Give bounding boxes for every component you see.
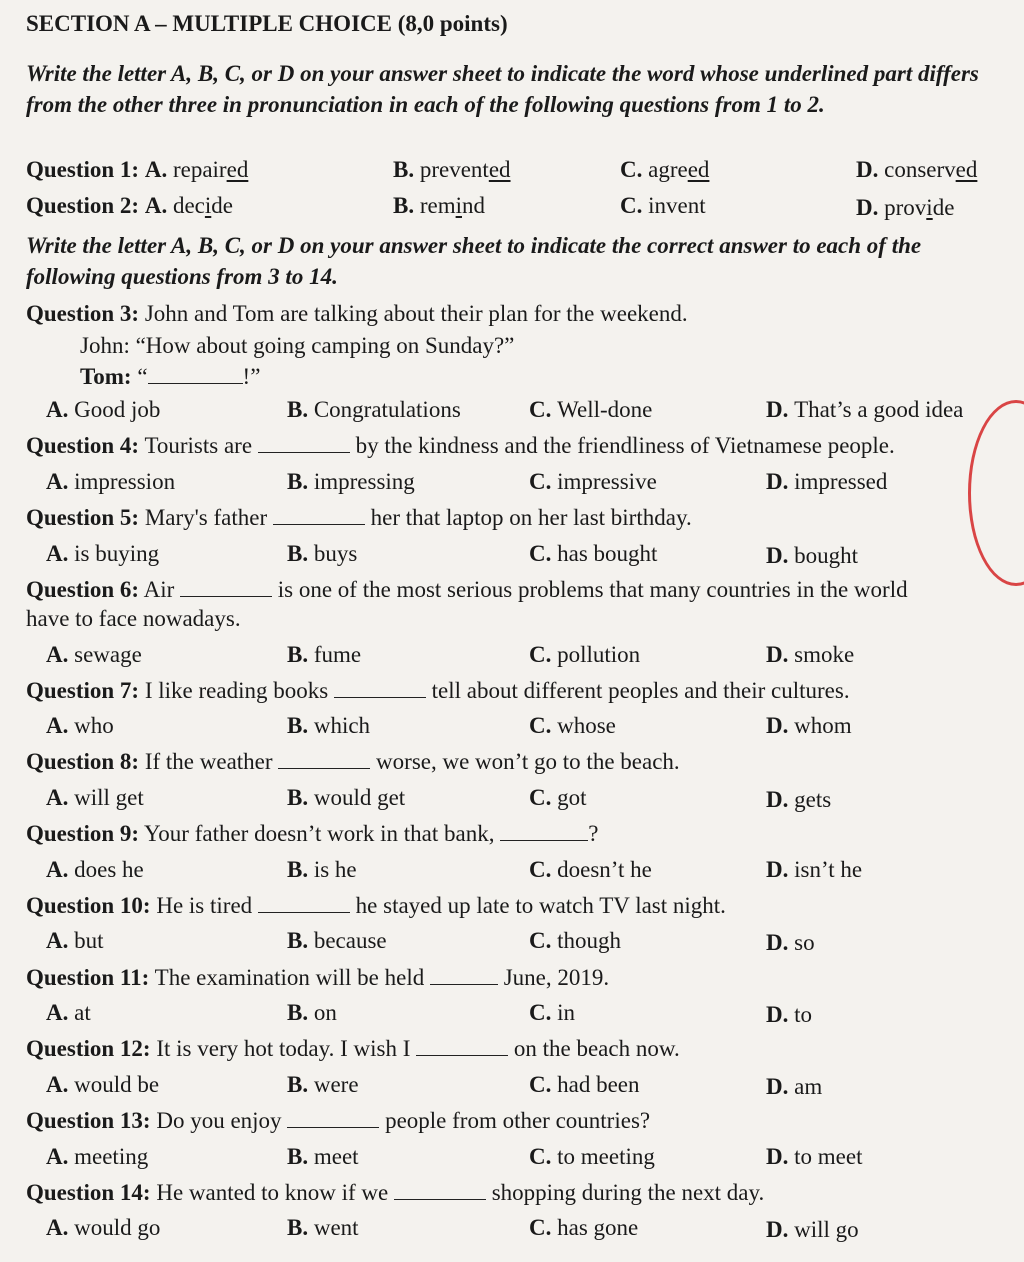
option-c bbox=[529, 856, 652, 884]
answer-blank bbox=[278, 750, 370, 769]
option-letter: D. bbox=[766, 1144, 795, 1169]
question-14 bbox=[26, 1179, 764, 1207]
question-5 bbox=[26, 504, 692, 532]
answer-blank bbox=[500, 822, 588, 841]
option-text: went bbox=[313, 1215, 359, 1240]
question-8 bbox=[26, 748, 680, 776]
stem-after: people from other countries? bbox=[385, 1108, 651, 1133]
stem-before: Your father doesn’t work in that bank, bbox=[144, 821, 495, 846]
option-text: meeting bbox=[74, 1144, 149, 1169]
question-label: Question 7: bbox=[26, 678, 140, 703]
option-letter: A. bbox=[46, 1144, 75, 1169]
option-letter: D. bbox=[766, 642, 795, 667]
option-text: buys bbox=[313, 541, 358, 566]
option-text: impression bbox=[74, 469, 176, 494]
option-text: will get bbox=[74, 785, 144, 810]
question-1 bbox=[26, 156, 248, 184]
option-text: impressed bbox=[794, 469, 888, 494]
option-text: to bbox=[794, 1002, 813, 1027]
section-title: SECTION A – MULTIPLE CHOICE (8,0 points) bbox=[26, 11, 508, 36]
option-letter: C. bbox=[529, 857, 558, 882]
stem-after: shopping during the next day. bbox=[491, 1180, 765, 1205]
option-text: had been bbox=[557, 1072, 640, 1097]
option-text: impressing bbox=[313, 469, 415, 494]
answer-blank bbox=[273, 506, 365, 525]
option-letter: D. bbox=[856, 195, 885, 220]
option-c bbox=[529, 1214, 638, 1242]
option-text: has gone bbox=[557, 1215, 639, 1240]
option-c bbox=[529, 641, 640, 669]
option-letter: C. bbox=[529, 785, 558, 810]
option-d bbox=[856, 156, 977, 184]
option-letter: B. bbox=[287, 713, 314, 738]
option-letter: D. bbox=[766, 857, 795, 882]
option-letter: B. bbox=[287, 785, 314, 810]
option-letter: D. bbox=[766, 469, 795, 494]
option-b bbox=[287, 999, 337, 1027]
question-label: Question 12: bbox=[26, 1036, 151, 1061]
option-text: That’s a good idea bbox=[794, 397, 964, 422]
option-letter: D. bbox=[766, 713, 795, 738]
option-text: is buying bbox=[74, 541, 160, 566]
option-letter: D. bbox=[766, 1002, 795, 1027]
red-stamp-icon bbox=[968, 400, 1024, 586]
option-text: isn’t he bbox=[794, 857, 863, 882]
option-letter: D. bbox=[766, 1217, 795, 1242]
answer-blank bbox=[258, 894, 350, 913]
option-c bbox=[529, 999, 575, 1027]
option-letter: C. bbox=[620, 157, 649, 182]
question-label: Question 3: bbox=[26, 301, 140, 326]
option-b bbox=[287, 784, 405, 812]
option-text: is he bbox=[313, 857, 357, 882]
option-a bbox=[46, 641, 142, 669]
question-label: Question 8: bbox=[26, 749, 140, 774]
answer-blank bbox=[394, 1181, 486, 1200]
option-b bbox=[287, 641, 361, 669]
option-b bbox=[287, 927, 387, 955]
option-text: fume bbox=[313, 642, 362, 667]
stem-after: ? bbox=[588, 821, 599, 846]
question-label: Question 13: bbox=[26, 1108, 151, 1133]
stem-after: June, 2019. bbox=[503, 965, 610, 990]
instruction-correct-answer: Write the letter A, B, C, or D on your answer sheet to indicate the correct answer to each of the following questions from 3 to 14. bbox=[26, 233, 922, 289]
option-letter: A. bbox=[46, 857, 75, 882]
dialogue-tom bbox=[80, 363, 260, 391]
open-quote: “ bbox=[137, 364, 148, 389]
option-d bbox=[766, 786, 831, 814]
option-d bbox=[766, 1143, 862, 1171]
option-a bbox=[46, 712, 114, 740]
question-4 bbox=[26, 432, 895, 460]
option-c bbox=[529, 1071, 640, 1099]
instruction-pronunciation: Write the letter A, B, C, or D on your answer sheet to indicate the word whose underlined part differs from the other three in pronunciation in each of the following questions from 1 to 2. bbox=[26, 61, 979, 117]
answer-blank bbox=[258, 434, 350, 453]
stem-after: tell about different peoples and their cultures. bbox=[431, 678, 850, 703]
option-a bbox=[46, 1143, 148, 1171]
option-text: conserved bbox=[884, 157, 978, 182]
option-letter: B. bbox=[287, 1000, 314, 1025]
option-b bbox=[287, 396, 461, 424]
option-letter: D. bbox=[766, 397, 795, 422]
question-label: Question 10: bbox=[26, 893, 151, 918]
option-letter: C. bbox=[529, 1000, 558, 1025]
option-text: has bought bbox=[557, 541, 658, 566]
option-text: provide bbox=[884, 195, 955, 220]
question-12 bbox=[26, 1035, 680, 1063]
option-text: though bbox=[557, 928, 622, 953]
close-quote: !” bbox=[242, 364, 261, 389]
option-letter: A. bbox=[46, 1215, 75, 1240]
option-letter: D. bbox=[766, 787, 795, 812]
option-b bbox=[287, 856, 357, 884]
option-d bbox=[766, 1073, 822, 1101]
option-letter: B. bbox=[287, 469, 314, 494]
question-label: Question 11: bbox=[26, 965, 150, 990]
option-letter: A. bbox=[144, 157, 173, 182]
option-a bbox=[46, 468, 175, 496]
stem-before: Air bbox=[143, 577, 175, 602]
option-text: whom bbox=[794, 713, 852, 738]
option-letter: C. bbox=[620, 193, 649, 218]
answer-blank bbox=[287, 1109, 379, 1128]
stem-after: her that laptop on her last birthday. bbox=[370, 505, 692, 530]
option-text: on bbox=[313, 1000, 337, 1025]
stem-before: He is tired bbox=[156, 893, 253, 918]
option-letter: A. bbox=[46, 1072, 75, 1097]
option-letter: A. bbox=[46, 469, 75, 494]
option-d bbox=[766, 856, 862, 884]
option-a bbox=[46, 1071, 159, 1099]
option-d bbox=[766, 396, 963, 424]
option-d bbox=[766, 929, 815, 957]
answer-blank bbox=[416, 1037, 508, 1056]
option-text: Well-done bbox=[557, 397, 653, 422]
option-a bbox=[46, 927, 104, 955]
option-letter: B. bbox=[287, 1215, 314, 1240]
option-text: repaired bbox=[172, 157, 249, 182]
option-b bbox=[287, 1071, 359, 1099]
answer-blank bbox=[180, 578, 272, 597]
option-text: invent bbox=[648, 193, 706, 218]
option-letter: C. bbox=[529, 713, 558, 738]
option-text: impressive bbox=[557, 469, 657, 494]
option-text: does he bbox=[74, 857, 144, 882]
dialogue-john: John: “How about going camping on Sunday?” bbox=[80, 333, 515, 358]
stem-before: Do you enjoy bbox=[156, 1108, 282, 1133]
option-d bbox=[766, 1216, 859, 1244]
option-letter: C. bbox=[529, 928, 558, 953]
option-text: meet bbox=[313, 1144, 359, 1169]
option-a bbox=[145, 157, 248, 182]
option-letter: D. bbox=[856, 157, 885, 182]
option-c bbox=[529, 712, 616, 740]
option-text: remind bbox=[419, 193, 485, 218]
option-letter: C. bbox=[529, 1215, 558, 1240]
option-letter: A. bbox=[46, 785, 75, 810]
stem-after: worse, we won’t go to the beach. bbox=[376, 749, 680, 774]
option-text: in bbox=[557, 1000, 576, 1025]
question-label: Question 14: bbox=[26, 1180, 151, 1205]
option-letter: A. bbox=[144, 193, 173, 218]
option-d bbox=[766, 712, 852, 740]
option-c bbox=[529, 784, 587, 812]
option-letter: C. bbox=[529, 1072, 558, 1097]
stem-before: He wanted to know if we bbox=[156, 1180, 389, 1205]
option-b bbox=[287, 540, 357, 568]
option-c bbox=[620, 156, 709, 184]
question-6 bbox=[26, 576, 908, 604]
option-letter: B. bbox=[287, 1144, 314, 1169]
option-letter: C. bbox=[529, 642, 558, 667]
option-text: bought bbox=[794, 543, 859, 568]
option-letter: A. bbox=[46, 397, 75, 422]
option-letter: B. bbox=[287, 642, 314, 667]
option-letter: A. bbox=[46, 928, 75, 953]
answer-blank bbox=[430, 966, 498, 985]
option-text: got bbox=[557, 785, 587, 810]
option-d bbox=[766, 542, 858, 570]
question-3 bbox=[26, 300, 688, 328]
option-b bbox=[393, 156, 511, 184]
option-letter: B. bbox=[287, 541, 314, 566]
option-text: will go bbox=[794, 1217, 859, 1242]
option-text: Good job bbox=[74, 397, 161, 422]
option-a bbox=[46, 540, 159, 568]
question-stem: John and Tom are talking about their plan for the weekend. bbox=[144, 301, 688, 326]
option-letter: C. bbox=[529, 541, 558, 566]
option-letter: D. bbox=[766, 1074, 795, 1099]
question-9 bbox=[26, 820, 598, 848]
stem-before: It is very hot today. I wish I bbox=[156, 1036, 411, 1061]
stem-after: he stayed up late to watch TV last night. bbox=[355, 893, 726, 918]
option-text: but bbox=[74, 928, 104, 953]
option-a bbox=[145, 193, 233, 218]
option-text: decide bbox=[172, 193, 233, 218]
option-a bbox=[46, 999, 91, 1027]
option-text: would be bbox=[74, 1072, 160, 1097]
stem-before: Mary's father bbox=[144, 505, 268, 530]
option-text: to meeting bbox=[557, 1144, 655, 1169]
stem-after: by the kindness and the friendliness of Vietnamese people. bbox=[355, 433, 895, 458]
answer-blank bbox=[148, 365, 243, 384]
option-a bbox=[46, 856, 144, 884]
option-a bbox=[46, 396, 160, 424]
option-text: gets bbox=[794, 787, 832, 812]
question-6-continued: have to face nowadays. bbox=[26, 606, 241, 631]
option-text: at bbox=[74, 1000, 91, 1025]
option-text: sewage bbox=[74, 642, 142, 667]
option-text: because bbox=[313, 928, 387, 953]
option-letter: A. bbox=[46, 1000, 75, 1025]
question-7 bbox=[26, 677, 850, 705]
option-text: am bbox=[794, 1074, 823, 1099]
question-label: Question 5: bbox=[26, 505, 140, 530]
option-letter: B. bbox=[287, 397, 314, 422]
option-text: smoke bbox=[794, 642, 855, 667]
option-letter: B. bbox=[393, 193, 420, 218]
option-c bbox=[529, 927, 621, 955]
option-text: whose bbox=[557, 713, 616, 738]
option-a bbox=[46, 784, 144, 812]
option-c bbox=[529, 1143, 655, 1171]
option-b bbox=[393, 192, 485, 220]
option-b bbox=[287, 712, 370, 740]
question-label: Question 4: bbox=[26, 433, 140, 458]
option-letter: C. bbox=[529, 1144, 558, 1169]
option-letter: A. bbox=[46, 713, 75, 738]
option-d bbox=[766, 1001, 812, 1029]
speaker-label: Tom: bbox=[80, 364, 132, 389]
question-2 bbox=[26, 192, 233, 220]
option-letter: B. bbox=[287, 857, 314, 882]
option-text: Congratulations bbox=[313, 397, 461, 422]
option-d bbox=[856, 194, 954, 222]
option-text: so bbox=[794, 930, 815, 955]
question-10 bbox=[26, 892, 726, 920]
option-text: pollution bbox=[557, 642, 641, 667]
option-c bbox=[620, 192, 706, 220]
question-11 bbox=[26, 964, 609, 992]
option-text: to meet bbox=[794, 1144, 863, 1169]
option-a bbox=[46, 1214, 160, 1242]
option-text: doesn’t he bbox=[557, 857, 652, 882]
option-c bbox=[529, 396, 652, 424]
stem-before: The examination will be held bbox=[154, 965, 425, 990]
option-text: who bbox=[74, 713, 114, 738]
question-label: Question 2: bbox=[26, 193, 140, 218]
question-label: Question 9: bbox=[26, 821, 140, 846]
option-letter: B. bbox=[393, 157, 420, 182]
option-letter: C. bbox=[529, 397, 558, 422]
option-b bbox=[287, 1143, 359, 1171]
option-d bbox=[766, 468, 887, 496]
option-text: were bbox=[313, 1072, 359, 1097]
option-text: would go bbox=[74, 1215, 161, 1240]
stem-before: If the weather bbox=[144, 749, 273, 774]
stem-before: I like reading books bbox=[144, 678, 329, 703]
option-letter: A. bbox=[46, 642, 75, 667]
option-b bbox=[287, 1214, 359, 1242]
option-letter: A. bbox=[46, 541, 75, 566]
option-c bbox=[529, 540, 657, 568]
option-text: which bbox=[313, 713, 371, 738]
option-letter: B. bbox=[287, 928, 314, 953]
question-13 bbox=[26, 1107, 650, 1135]
option-letter: B. bbox=[287, 1072, 314, 1097]
question-label: Question 6: bbox=[26, 577, 140, 602]
option-b bbox=[287, 468, 415, 496]
option-letter: D. bbox=[766, 930, 795, 955]
option-text: would get bbox=[313, 785, 406, 810]
stem-after: is one of the most serious problems that many countries in the world bbox=[277, 577, 908, 602]
option-c bbox=[529, 468, 657, 496]
option-letter: C. bbox=[529, 469, 558, 494]
option-letter: D. bbox=[766, 543, 795, 568]
option-text: prevented bbox=[419, 157, 511, 182]
stem-after: on the beach now. bbox=[513, 1036, 680, 1061]
stem-before: Tourists are bbox=[144, 433, 253, 458]
answer-blank bbox=[334, 679, 426, 698]
question-label: Question 1: bbox=[26, 157, 140, 182]
option-d bbox=[766, 641, 854, 669]
option-text: agreed bbox=[648, 157, 710, 182]
